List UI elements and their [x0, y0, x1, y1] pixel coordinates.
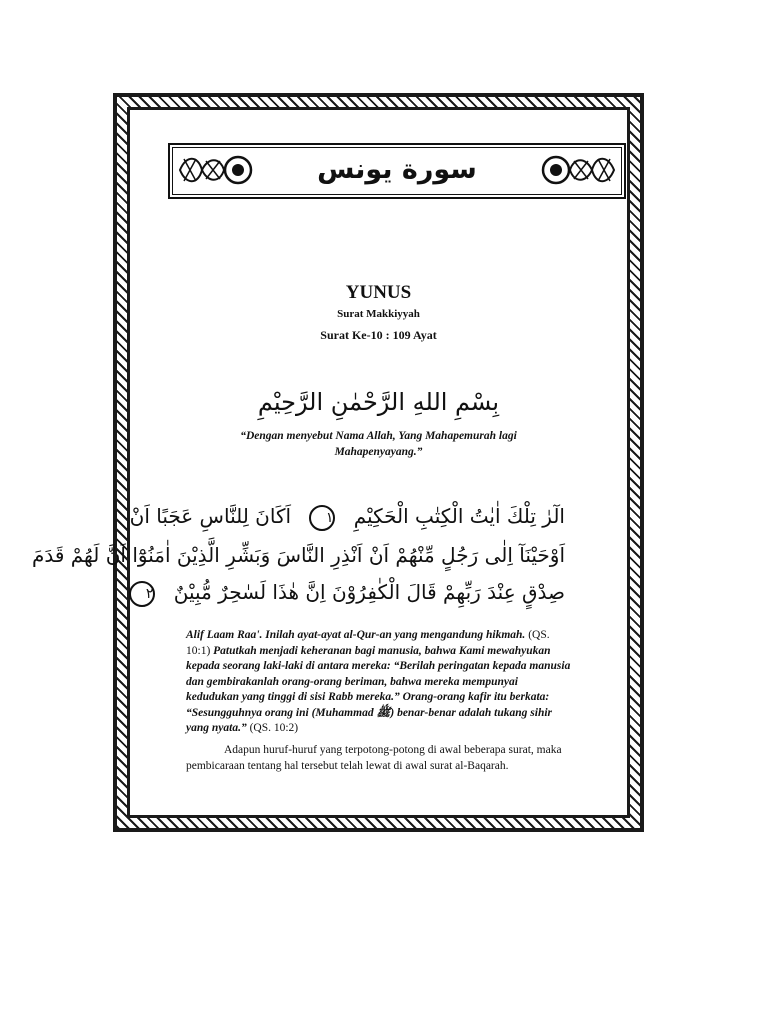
surah-title-arabic: سورة يونس [317, 154, 477, 185]
ayat-line-1 [129, 498, 565, 534]
commentary-note [186, 743, 571, 774]
verse-reference: (QS. 10:2) [249, 722, 299, 734]
verse-number-icon: ٢ [129, 581, 155, 607]
ayat-translation [186, 628, 571, 737]
ornament-right-icon [540, 151, 618, 189]
ayat-line-2 [31, 537, 565, 573]
note-text: Adapun huruf-huruf yang terpotong-potong di awal beberapa surat, maka pembicaraan tentang hal tersebut telah lewat di awal surat al-Baqarah. [186, 744, 562, 772]
ayat-text: الٓرٰ تِلْكَ اٰيٰتُ الْكِتٰبِ الْحَكِيْمِ [353, 504, 565, 528]
verse-number-icon: ١ [309, 505, 335, 531]
ornament-left-icon [176, 151, 254, 189]
surah-banner [168, 143, 626, 199]
ayat-text: صِدْقٍ عِنْدَ رَبِّهِمْ قَالَ الْكٰفِرُوْنَ اِنَّ هٰذَا لَسٰحِرٌ مُّبِيْنٌ [173, 580, 565, 604]
basmala-translation: “Dengan menyebut Nama Allah, Yang Mahapemurah lagi Mahapenyayang.” [240, 430, 517, 458]
ayat-text: اَكَانَ لِلنَّاسِ عَجَبًا اَنْ [129, 504, 292, 528]
translation-text: Patutkah menjadi keheranan bagi manusia, bahwa Kami mewahyukan kepada seorang laki-laki di antara mereka: “Berilah peringatan kepada manusia dan gembirakanlah orang-orang beriman, bahwa mereka mempunyai kedudukan yang tinggi di sisi Rabb mereka.” Orang-orang kafir itu berkata: “Sesungguhnya orang ini (Muhammad ﷺ) benar-benar adalah tukang sihir yang nyata.” [186, 644, 571, 734]
surah-title: YUNUS [345, 282, 412, 303]
surah-type: Surat Makkiyyah [337, 308, 420, 320]
page-border [31, 93, 644, 832]
page-content [31, 110, 627, 815]
surah-info: Surat Ke-10 : 109 Ayat [320, 328, 437, 342]
ayat-text: اَوْحَيْنَآ اِلٰى رَجُلٍ مِّنْهُمْ اَنْ اَنْذِرِ النَّاسَ وَبَشِّرِ الَّذِيْنَ اٰمَنُوْٓا اَنَّ لَهُمْ قَدَمَ [31, 543, 565, 567]
basmala-arabic: بِسْمِ اللهِ الرَّحْمٰنِ الرَّحِيْمِ [257, 388, 500, 416]
ayat-line-3 [145, 574, 565, 610]
verse-reference: (QS. 10:1) [186, 629, 550, 657]
translation-text: Alif Laam Raa'. Inilah ayat-ayat al-Qur-an yang mengandung hikmah. [186, 629, 526, 641]
